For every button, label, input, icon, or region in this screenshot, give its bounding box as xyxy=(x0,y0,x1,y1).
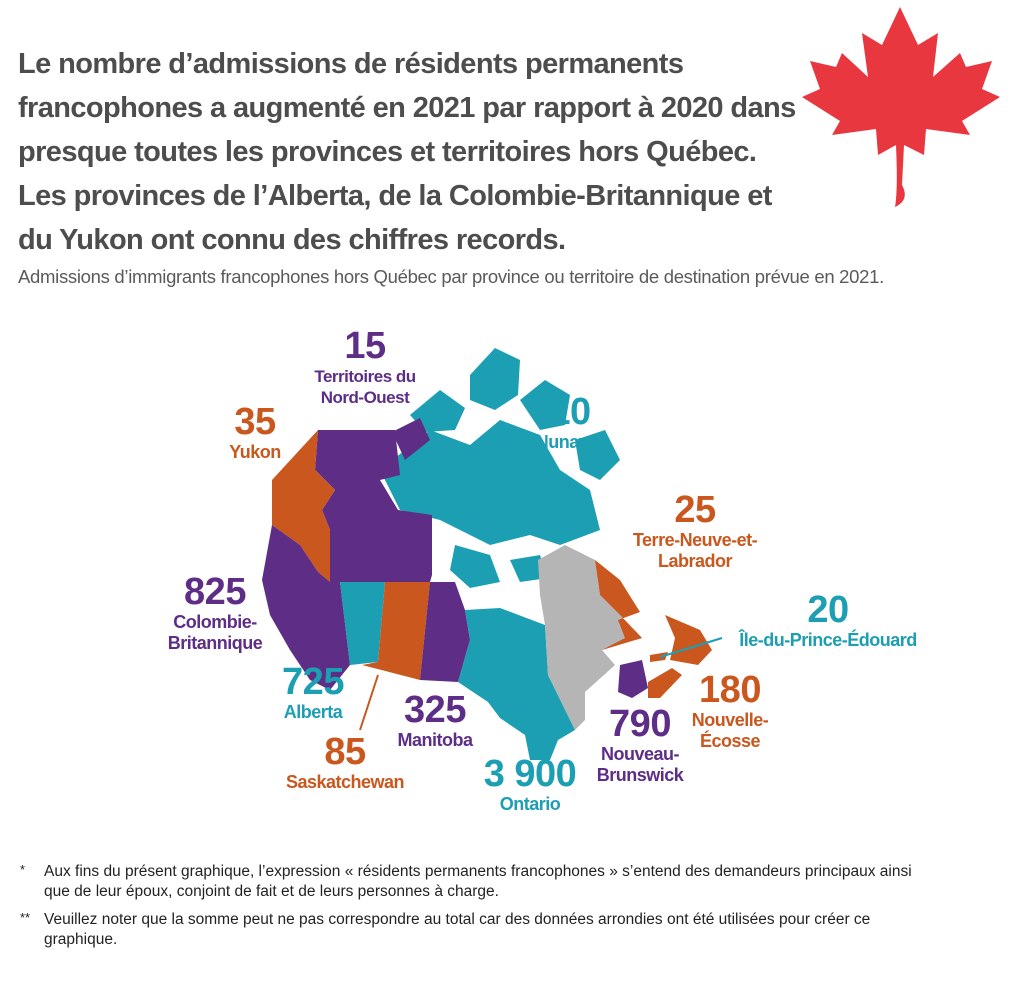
label-pei xyxy=(728,590,928,651)
footnote-2 xyxy=(18,910,938,950)
nunavut-value: 10 xyxy=(549,391,591,433)
ns-name-line2: Écosse xyxy=(699,731,761,751)
nl-name-line1: Terre-Neuve-et- xyxy=(632,530,758,550)
label-yukon xyxy=(210,402,300,463)
yukon-value: 35 xyxy=(234,401,276,443)
footnote-2-mark: ** xyxy=(20,910,31,925)
region-ns xyxy=(648,668,682,698)
ab-name: Alberta xyxy=(283,702,343,722)
ns-value: 180 xyxy=(699,669,761,711)
mb-name: Manitoba xyxy=(397,730,473,750)
pei-value: 20 xyxy=(807,589,849,631)
label-ns xyxy=(680,670,780,752)
label-ab xyxy=(268,662,358,723)
label-bc xyxy=(150,572,280,654)
label-on xyxy=(465,754,595,815)
sk-name: Saskatchewan xyxy=(285,772,405,792)
leader-line-sk xyxy=(360,675,378,730)
ab-value: 725 xyxy=(282,661,344,703)
nb-value: 790 xyxy=(609,703,671,745)
label-nunavut xyxy=(520,392,620,453)
sk-value: 85 xyxy=(324,731,366,773)
footnotes xyxy=(18,862,938,958)
pei-name: Île-du-Prince-Édouard xyxy=(739,630,917,650)
on-name: Ontario xyxy=(499,794,561,814)
bc-name-line2: Britannique xyxy=(167,633,263,653)
footnote-1 xyxy=(18,862,938,902)
yukon-name: Yukon xyxy=(229,442,281,462)
maple-leaf-icon xyxy=(800,5,1005,210)
nb-name-line2: Brunswick xyxy=(596,765,684,785)
nl-name-line2: Labrador xyxy=(657,551,732,571)
bc-name-line1: Colombie- xyxy=(173,612,257,632)
nunavut-name: Nunavut xyxy=(535,432,605,452)
nb-name-line1: Nouveau- xyxy=(600,744,679,764)
region-nb xyxy=(618,660,648,698)
subtitle: Admissions d’immigrants francophones hors Québec par province ou territoire de destination prévue en 2021. xyxy=(18,266,884,287)
nwt-name: Territoires du Nord-Ouest xyxy=(314,367,416,407)
mb-value: 325 xyxy=(404,689,466,731)
label-nwt xyxy=(290,326,440,408)
footnote-1-text: Aux fins du présent graphique, l’expression « résidents permanents francophones » s’entend des demandeurs principaux ainsi que de leur époux, conjoint de fait et de leurs personnes à charge. xyxy=(44,863,912,900)
footnote-2-text: Veuillez noter que la somme peut ne pas correspondre au total car des données arrondies ont été utilisées pour créer ce graphique. xyxy=(44,911,871,948)
region-pei xyxy=(650,652,668,662)
bc-value: 825 xyxy=(184,571,246,613)
label-nl xyxy=(620,490,770,572)
footnote-1-mark: * xyxy=(20,862,26,877)
nl-value: 25 xyxy=(674,489,716,531)
headline: Le nombre d’admissions de résidents permanents francophones a augmenté en 2021 par rapport à 2020 dans presque toutes les provinces et territoires hors Québec. Les provinces de l’Alberta, de la Colombie-Britannique et du Yukon ont connu des chiffres records. xyxy=(18,48,796,256)
label-mb xyxy=(380,690,490,751)
ns-name-line1: Nouvelle- xyxy=(691,710,769,730)
nwt-value: 15 xyxy=(344,325,386,367)
on-value: 3 900 xyxy=(483,753,577,795)
